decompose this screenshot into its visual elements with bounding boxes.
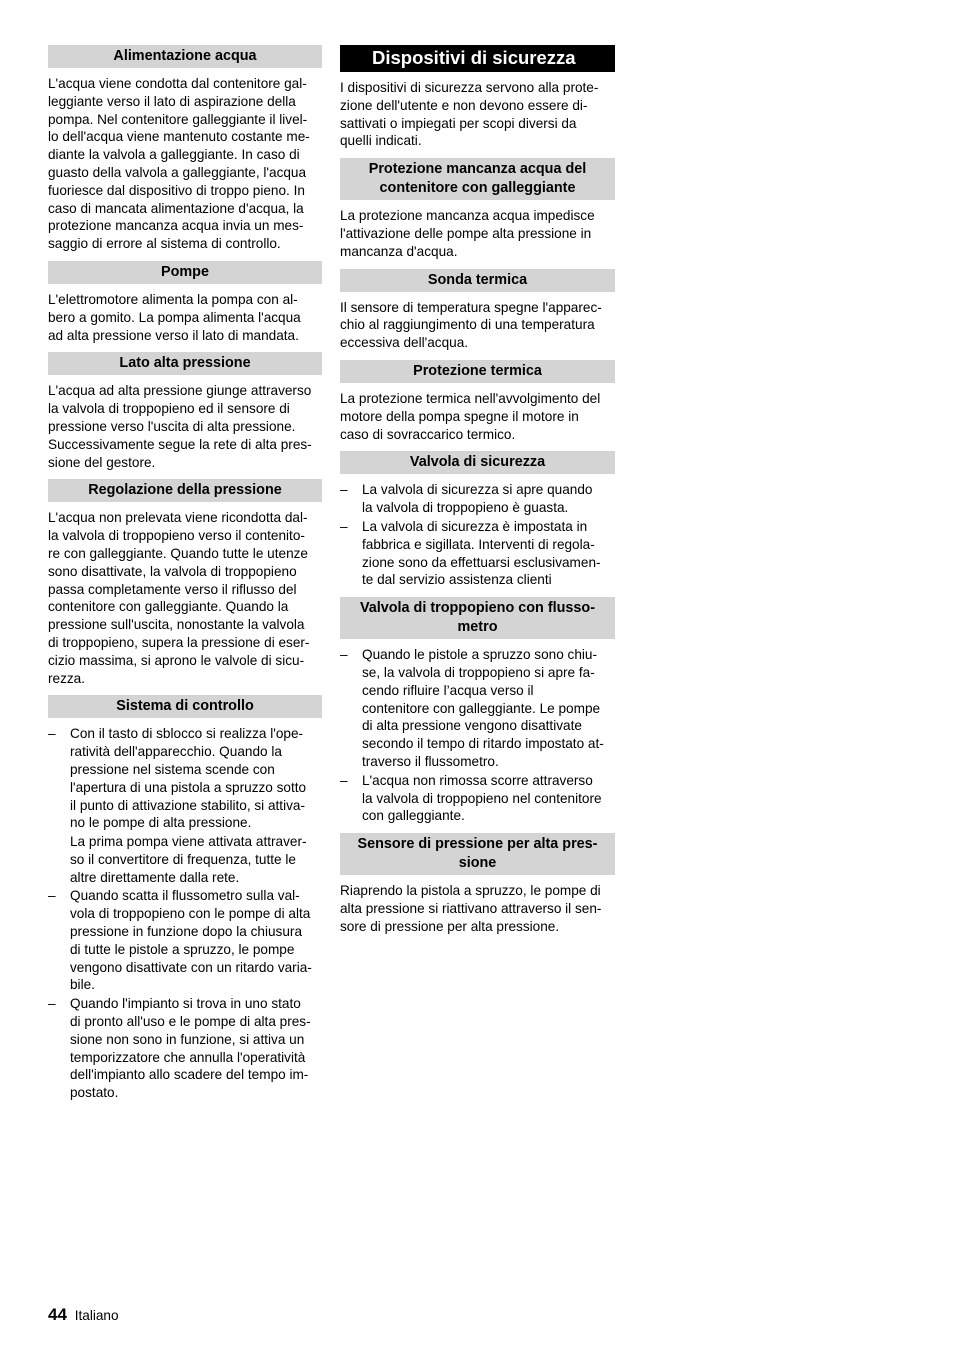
heading-protezione-termica: Protezione termica xyxy=(340,360,615,383)
heading-lato-alta-pressione: Lato alta pressione xyxy=(48,352,322,375)
heading-sonda-termica: Sonda termica xyxy=(340,269,615,292)
list-item: – L'acqua non rimossa scorre attraverso la valvola di troppopieno nel contenitore con galleggiante. xyxy=(340,772,615,825)
text-intro-sicurezza: I dispositivi di sicurezza servono alla prote- zione dell'utente e non devono essere di- sattivati o impiegati per scopi diversi da quelli indicati. xyxy=(340,80,599,149)
heading-valvola-sicurezza: Valvola di sicurezza xyxy=(340,451,615,474)
heading-sistema-controllo: Sistema di controllo xyxy=(48,695,322,718)
text-lato-alta-pressione: L'acqua ad alta pressione giunge attraverso la valvola di troppopieno ed il sensore di pressione verso l'uscita di alta pressione. Successivamente segue la rete di alta pres- sione del gestore. xyxy=(48,383,312,470)
right-column xyxy=(340,45,615,944)
list-valvola-sicurezza xyxy=(340,481,615,589)
text-alimentazione-acqua: L'acqua viene condotta dal contenitore gal- leggiante verso il lato di aspirazione della pompa. Nel contenitore galleggiante il livel- lo dell'acqua viene mantenuto costante me- diante la valvola a galleggiante. In caso di guasto della valvola a galleggiante, l'acqua fuoriesce dal dispositivo di troppo pieno. In caso di mancata alimentazione d'acqua, la protezione mancanza acqua invia un mes- saggio di errore al sistema di controllo. xyxy=(48,76,310,252)
text-pompe: L'elettromotore alimenta la pompa con al- bero a gomito. La pompa alimenta l'acqua ad alta pressione verso il lato di mandata. xyxy=(48,291,301,343)
list-item: – Quando scatta il flussometro sulla val- vola di troppopieno con le pompe di alta pressione in funzione dopo la chiusura di tutte le pistole a spruzzo, le pompe vengono disattivate con un ritardo varia- bile. xyxy=(48,887,322,994)
text-sensore-pressione: Riaprendo la pistola a spruzzo, le pompe di alta pressione si riattivano attraverso il sen- sore di pressione per alta pressione. xyxy=(340,883,602,934)
list-item: – Quando l'impianto si trova in uno stato di pronto all'uso e le pompe di alta pres- sione non sono in funzione, si attiva un temporizzatore che annulla l'operatività dell'impianto allo scadere del tempo im- postato. xyxy=(48,995,322,1102)
heading-protezione-mancanza-acqua: Protezione mancanza acqua del contenitore con galleggiante xyxy=(340,158,615,200)
list-item: – Quando le pistole a spruzzo sono chiu- se, la valvola di troppopieno si apre fa- cendo rifluire l’acqua verso il contenitore con galleggiante. Le pompe di alta pressione vengono disattivate secondo il tempo di ritardo impostato at- traverso il flussometro. xyxy=(340,646,615,771)
heading-pompe: Pompe xyxy=(48,261,322,284)
page-number: 44 xyxy=(48,1305,67,1324)
list-sistema-controllo xyxy=(48,725,322,1102)
text-regolazione-pressione: L'acqua non prelevata viene ricondotta dal- la valvola di troppopieno verso il contenito- re con galleggiante. Quando tutte le utenze sono disattivate, la valvola di troppopieno passa completamente verso il riflusso del contenitore con galleggiante. Quando la pressione sull'uscita, nonostante la valvola di troppopieno, supera la pressione di eser- cizio massima, si aprono le valvole di sicu- rezza. xyxy=(48,510,310,686)
heading-alimentazione-acqua: Alimentazione acqua xyxy=(48,45,322,68)
page-footer xyxy=(48,1306,119,1325)
text-sonda-termica: Il sensore di temperatura spegne l'apparec- chio al raggiungimento di una temperatura eccessiva dell'acqua. xyxy=(340,299,602,351)
text-protezione-termica: La protezione termica nell'avvolgimento del motore della pompa spegne il motore in caso di sovraccarico termico. xyxy=(340,390,601,442)
left-column xyxy=(48,45,322,1110)
heading-sensore-pressione: Sensore di pressione per alta pres- sione xyxy=(340,833,615,875)
list-valvola-troppopieno xyxy=(340,646,615,825)
list-item: – La valvola di sicurezza si apre quando la valvola di troppopieno è guasta. xyxy=(340,481,615,517)
list-item: – La valvola di sicurezza è impostata in fabbrica e sigillata. Interventi di regola- zione sono da effettuarsi esclusivamen- te dal servizio assistenza clienti xyxy=(340,518,615,589)
text-protezione-mancanza-acqua: La protezione mancanza acqua impedisce l'attivazione delle pompe alta pressione in mancanza d'acqua. xyxy=(340,208,595,259)
list-item: – Con il tasto di sblocco si realizza l'ope- ratività dell'apparecchio. Quando la pressione nel sistema scende con l'apertura di una pistola a spruzzo sotto il punto di attivazione stabilito, si attiva- no le pompe di alta pressione. xyxy=(48,725,322,832)
heading-valvola-troppopieno: Valvola di troppopieno con flusso- metro xyxy=(340,597,615,639)
list-item-continuation: La prima pompa viene attivata attraver- so il convertitore di frequenza, tutte le altre direttamente dalla rete. xyxy=(70,834,307,885)
section-title-dispositivi-sicurezza: Dispositivi di sicurezza xyxy=(340,45,615,72)
heading-regolazione-pressione: Regolazione della pressione xyxy=(48,479,322,502)
language-label: Italiano xyxy=(74,1308,119,1323)
